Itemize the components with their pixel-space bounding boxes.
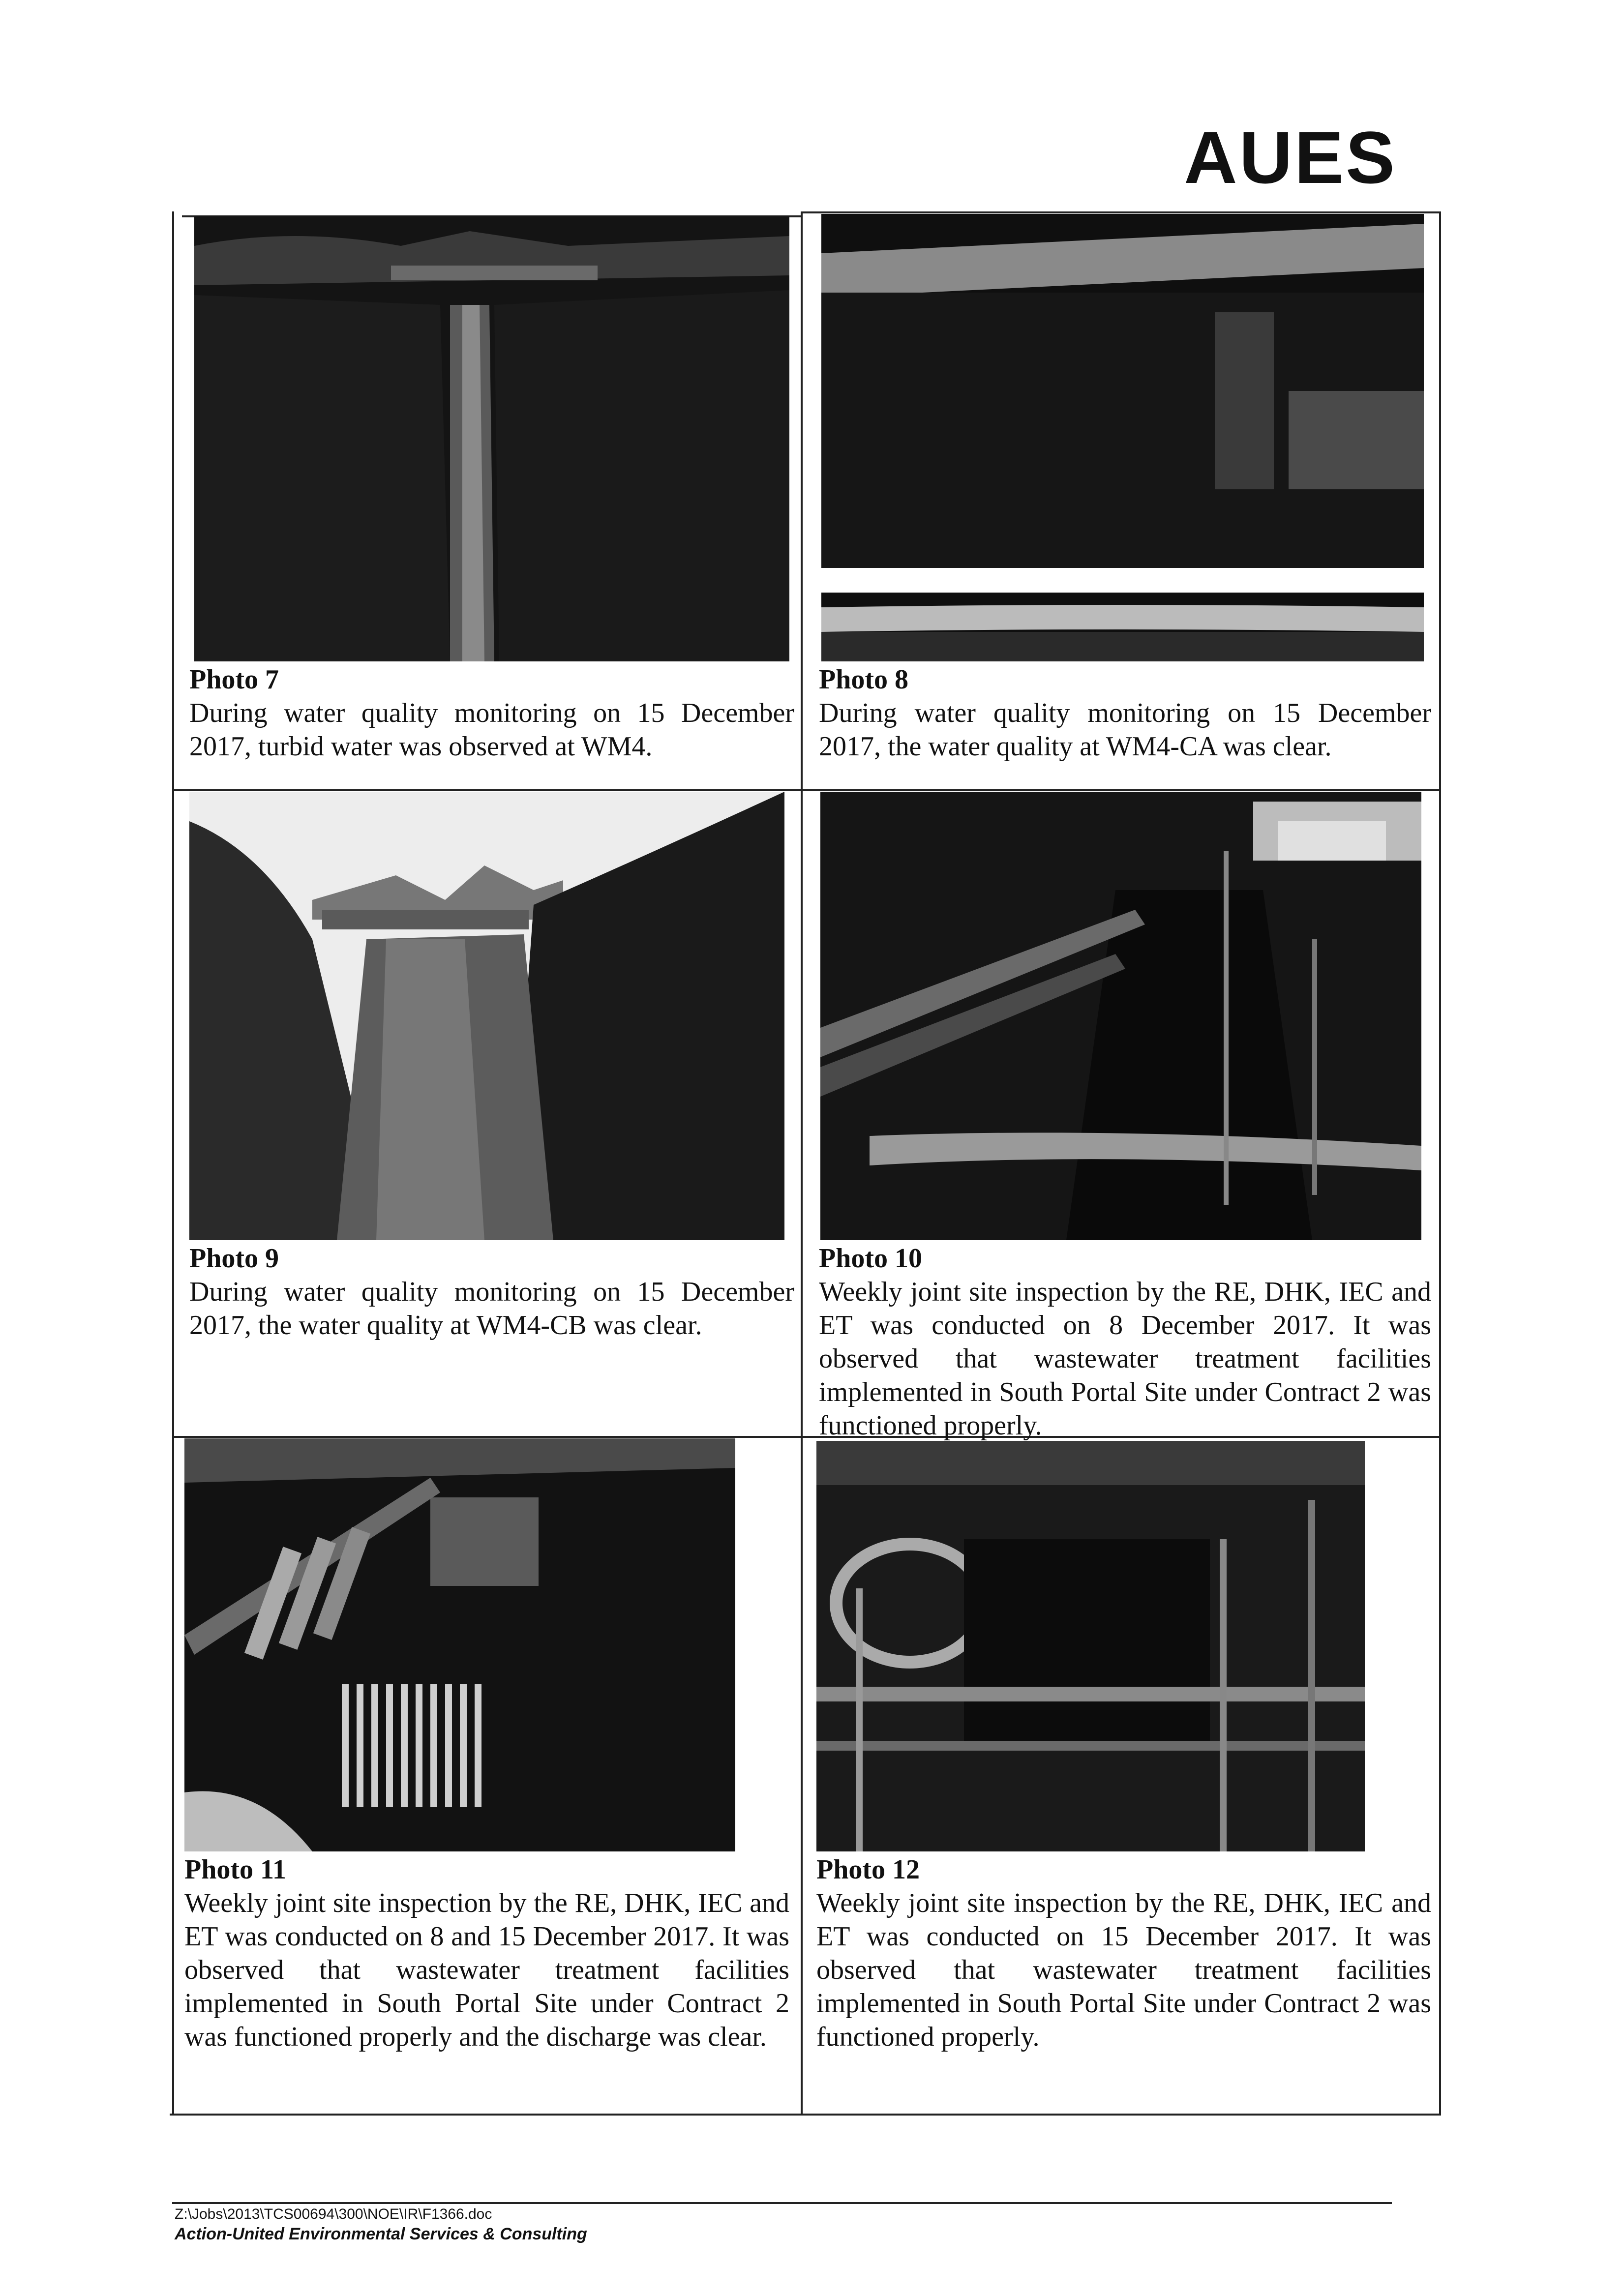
company-logo: AUES (1184, 116, 1397, 199)
photo-8-caption (819, 663, 1431, 763)
photo-11-image (184, 1438, 735, 1851)
photo-12-description: Weekly joint site inspection by the RE, DHK, IEC and ET was conducted on 15 December 2017. It was observed that wastewater treatment facilities implemented in South Portal Site under Contract 2 was functioned properly. (816, 1888, 1431, 2052)
photo-7-description: During water quality monitoring on 15 December 2017, turbid water was observed at WM4. (189, 698, 794, 762)
table-row-divider-1 (172, 789, 1441, 791)
photo-11-description: Weekly joint site inspection by the RE, DHK, IEC and ET was conducted on 8 and 15 December 2017. It was observed that wastewater treatment facilities implemented in South Portal Site under Contract 2 was functioned properly and the discharge was clear. (184, 1888, 789, 2052)
wastewater-tank-image (820, 792, 1421, 1240)
photo-10-image (820, 792, 1421, 1240)
footer-file-path: Z:\Jobs\2013\TCS00694\300\NOE\IR\F1366.doc (175, 2206, 492, 2222)
photo-10-title: Photo 10 (819, 1243, 922, 1274)
table-border-left (172, 211, 174, 2116)
photo-10-caption (819, 1242, 1431, 1442)
photo-8-description: During water quality monitoring on 15 December 2017, the water quality at WM4-CA was clear. (819, 698, 1431, 762)
river-channel-image (189, 792, 784, 1240)
photo-11-caption (184, 1853, 789, 2054)
photo-9-title: Photo 9 (189, 1243, 279, 1274)
treatment-tank-image (816, 1441, 1365, 1851)
photo-8-image (821, 214, 1424, 661)
table-border-top-right (802, 211, 1441, 213)
photo-11-title: Photo 11 (184, 1854, 286, 1885)
discharge-outlet-image (184, 1438, 735, 1851)
photo-7-title: Photo 7 (189, 664, 279, 695)
photo-12-caption (816, 1853, 1431, 2054)
table-border-center (801, 211, 803, 2116)
photo-9-caption (189, 1242, 794, 1342)
photo-7-image (194, 216, 789, 661)
footer-rule (172, 2202, 1392, 2204)
photo-7-caption (189, 663, 794, 763)
photo-10-description: Weekly joint site inspection by the RE, DHK, IEC and ET was conducted on 8 December 2017. It was observed that wastewater treatment facilities implemented in South Portal Site under Contract 2 was functioned properly. (819, 1277, 1431, 1441)
photo-12-title: Photo 12 (816, 1854, 920, 1885)
photo-12-image (816, 1441, 1365, 1851)
photo-9-image (189, 792, 784, 1240)
stream-landscape-image (194, 216, 789, 661)
photo-9-description: During water quality monitoring on 15 December 2017, the water quality at WM4-CB was clear. (189, 1277, 794, 1341)
table-border-right (1439, 211, 1441, 2116)
footer-company-name: Action-United Environmental Services & Consulting (175, 2225, 587, 2243)
table-border-bottom (170, 2114, 1441, 2116)
bridge-culvert-image (821, 214, 1424, 661)
photo-8-title: Photo 8 (819, 664, 908, 695)
